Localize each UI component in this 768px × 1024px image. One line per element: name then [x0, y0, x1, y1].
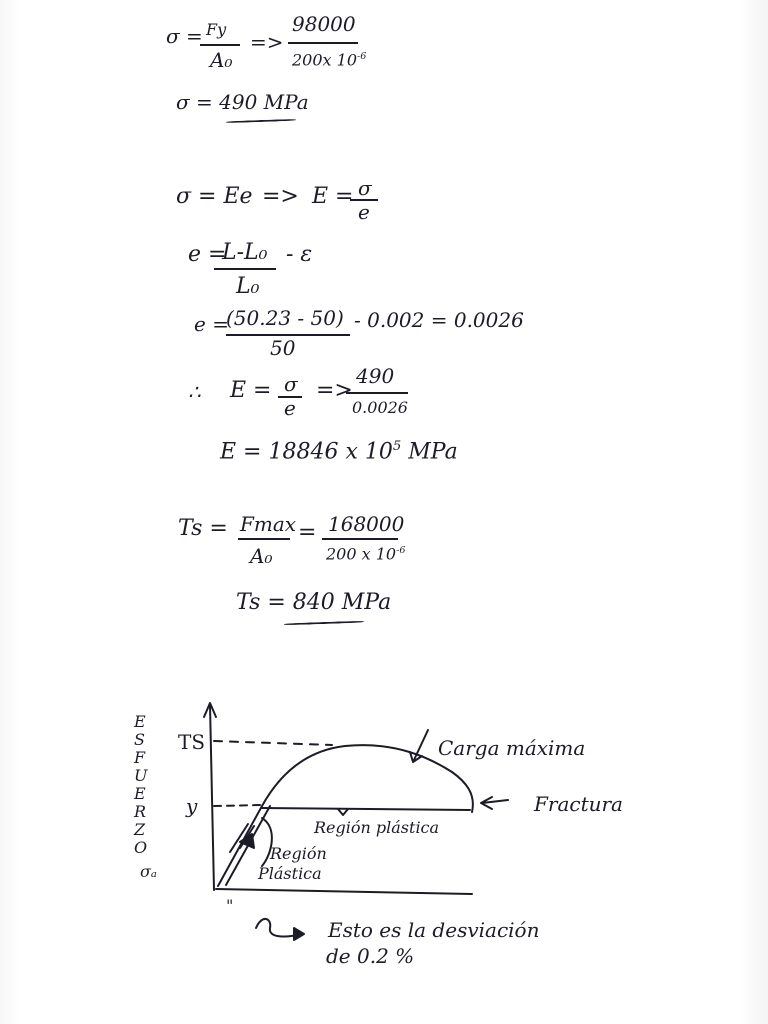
hooke-num: σ — [358, 176, 372, 200]
hooke-rhs: E = — [312, 184, 354, 209]
y-axis-letter: S — [134, 730, 145, 749]
yield-label: y — [186, 794, 198, 818]
tensile-formula-den2: 200 x $10^{-6}$ — [326, 544, 406, 564]
y-axis-letter: U — [134, 766, 148, 785]
yield-dashed-line — [214, 805, 262, 806]
y-axis-line — [210, 705, 214, 890]
strain-calc-lhs: e = — [194, 312, 229, 336]
y-axis-symbol: σₐ — [140, 862, 157, 881]
hooke-den: e — [358, 200, 370, 224]
strain-calc-tail: - 0.002 = 0.0026 — [354, 308, 524, 332]
strain-def-lhs: e = — [188, 242, 227, 267]
note-line1: Esto es la desviación — [328, 918, 540, 942]
tensile-formula-num2: 168000 — [328, 512, 405, 536]
stress-result: σ = 490 MPa — [176, 90, 309, 114]
fracture-label: Fractura — [534, 792, 623, 816]
stress-formula-den: A₀ — [210, 48, 233, 72]
stress-formula-den2: 200x $10^{-6}$ — [292, 50, 367, 70]
stress-formula-arrow: => — [250, 30, 284, 54]
plastic-plateau-line — [262, 808, 470, 810]
strain-def-tail: - ε — [286, 242, 313, 267]
tensile-formula-lhs: Ts = — [178, 516, 228, 541]
modulus-calc-num2: 490 — [356, 364, 395, 388]
stress-formula-num: Fy — [206, 20, 227, 39]
stress-strain-curve — [218, 745, 473, 886]
y-axis-letter: E — [134, 712, 146, 731]
tensile-formula-num: Fmax — [240, 512, 297, 536]
tensile-formula-den: A₀ — [250, 544, 273, 568]
origin-mark: " — [226, 896, 234, 915]
hooke-lhs: σ = Ee — [176, 184, 253, 209]
modulus-calc-arrow: => — [316, 378, 353, 403]
elastic-region-label-line2: Plástica — [258, 864, 322, 883]
tensile-formula-eq: = — [298, 520, 317, 545]
note-arrowhead — [294, 928, 304, 940]
plastic-region-label: Región plástica — [314, 818, 440, 837]
brace-tick — [338, 809, 348, 815]
modulus-calc-den2: 0.0026 — [352, 398, 408, 417]
hooke-arrow: => — [262, 184, 299, 209]
ts-dashed-line — [214, 741, 332, 745]
note-line2: de 0.2 % — [326, 944, 415, 968]
strain-def-num: L-L₀ — [222, 240, 268, 265]
strain-def-den: L₀ — [236, 274, 260, 299]
y-axis-letter: Z — [134, 820, 146, 839]
y-axis-letter: R — [134, 802, 147, 821]
modulus-result: E = 18846 x $10^5$ MPa — [220, 439, 458, 465]
strain-calc-num: (50.23 - 50) — [226, 306, 344, 330]
modulus-calc-lhs: E = — [230, 378, 272, 403]
elastic-region-label-line1: Región — [270, 844, 327, 863]
ts-label: TS — [178, 730, 206, 754]
y-axis-letter: O — [134, 838, 148, 857]
y-axis-letter: F — [134, 748, 146, 767]
tensile-result: Ts = 840 MPa — [236, 590, 392, 615]
x-axis-line — [216, 889, 472, 894]
strain-calc-den: 50 — [270, 336, 296, 360]
stress-formula-num2: 98000 — [292, 12, 356, 36]
modulus-calc-den: e — [284, 396, 296, 420]
modulus-calc-num: σ — [284, 372, 298, 396]
stress-formula-lhs: σ = — [166, 24, 203, 48]
max-load-label: Carga máxima — [438, 736, 586, 760]
y-axis-letter: E — [134, 784, 146, 803]
therefore-symbol: ∴ — [188, 380, 201, 404]
